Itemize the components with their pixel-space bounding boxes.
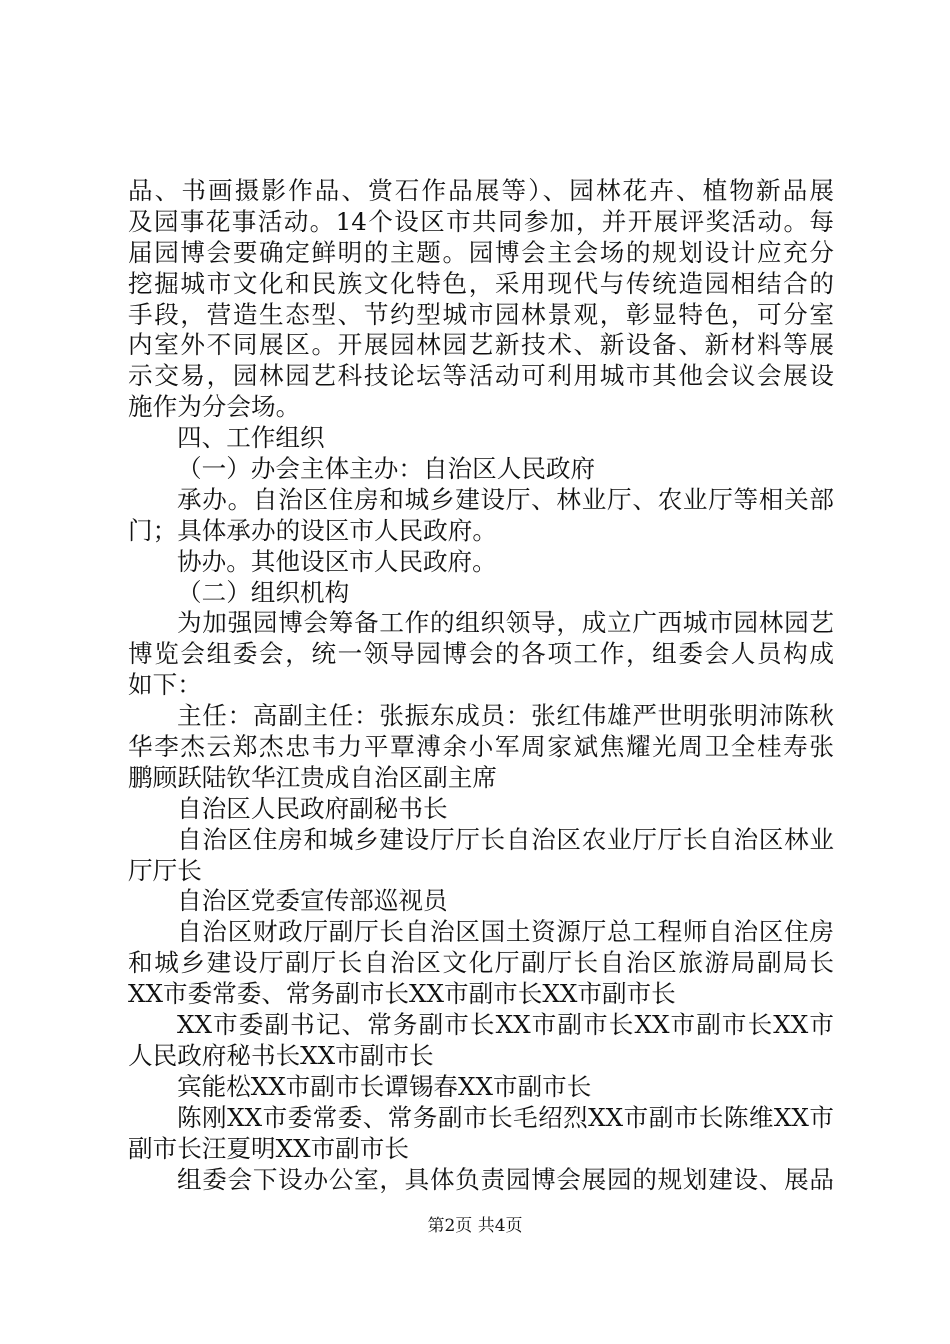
document-body (128, 176, 834, 1195)
text-line: 鹏顾跃陆钦华江贵成自治区副主席 (128, 762, 497, 792)
text-line: 承办。自治区住房和城乡建设厅、林业厅、农业厅等相关部 (177, 484, 834, 514)
subsection-heading: （二）组织机构 (177, 577, 350, 607)
text-line: 自治区财政厅副厅长自治区国土资源厅总工程师自治区住房 (177, 917, 834, 947)
text-line: 施作为分会场。 (128, 392, 301, 422)
text-line: 挖掘城市文化和民族文化特色，采用现代与传统造园相结合的 (128, 268, 834, 298)
text-line: 门；具体承办的设区市人民政府。 (128, 515, 497, 545)
text-line: 厅厅长 (128, 855, 202, 885)
text-line: 组委会下设办公室，具体负责园博会展园的规划建设、展品 (177, 1164, 834, 1194)
text-line: 自治区人民政府副秘书长 (177, 793, 448, 823)
text-line: 博览会组委会，统一领导园博会的各项工作，组委会人员构成 (128, 639, 834, 669)
text-line: 内室外不同展区。开展园林园艺新技术、新设备、新材料等展 (128, 330, 834, 360)
text-line: 宾能松XX市副市长谭锡春XX市副市长 (177, 1071, 592, 1101)
text-line: XX市委副书记、常务副市长XX市副市长XX市副市长XX市 (177, 1010, 834, 1040)
text-line: 协办。其他设区市人民政府。 (177, 546, 497, 576)
page-footer: 第2页 共4页 (427, 1216, 523, 1236)
text-line: 人民政府秘书长XX市副市长 (128, 1040, 434, 1070)
text-line: 如下： (128, 670, 202, 700)
text-line: 品、书画摄影作品、赏石作品展等）、园林花卉、植物新品展 (128, 176, 834, 205)
text-line: 副市长汪夏明XX市副市长 (128, 1133, 409, 1163)
text-line: 自治区党委宣传部巡视员 (177, 886, 448, 916)
text-line: 自治区住房和城乡建设厅厅长自治区农业厅厅长自治区林业 (177, 824, 834, 854)
text-line: XX市委常委、常务副市长XX市副市长XX市副市长 (128, 979, 676, 1009)
text-line: 为加强园博会筹备工作的组织领导，成立广西城市园林园艺 (177, 608, 834, 638)
text-line: 手段，营造生态型、节约型城市园林景观，彰显特色，可分室 (128, 299, 834, 329)
text-line: 主任：高副主任：张振东成员：张红伟雄严世明张明沛陈秋 (177, 701, 834, 731)
section-heading: 四、工作组织 (177, 423, 325, 453)
text-line: 和城乡建设厅副厅长自治区文化厅副厅长自治区旅游局副局长 (128, 948, 834, 978)
subsection-heading: （一）办会主体主办：自治区人民政府 (177, 454, 596, 484)
text-line: 届园博会要确定鲜明的主题。园博会主会场的规划设计应充分 (128, 237, 834, 267)
text-line: 及园事花事活动。14个设区市共同参加，并开展评奖活动。每 (128, 206, 834, 236)
text-line: 示交易，园林园艺科技论坛等活动可利用城市其他会议会展设 (128, 361, 834, 391)
text-line: 华李杰云郑杰忠韦力平覃溥余小军周家斌焦耀光周卫全桂寿张 (128, 732, 834, 762)
text-line: 陈刚XX市委常委、常务副市长毛绍烈XX市副市长陈维XX市 (177, 1102, 834, 1132)
